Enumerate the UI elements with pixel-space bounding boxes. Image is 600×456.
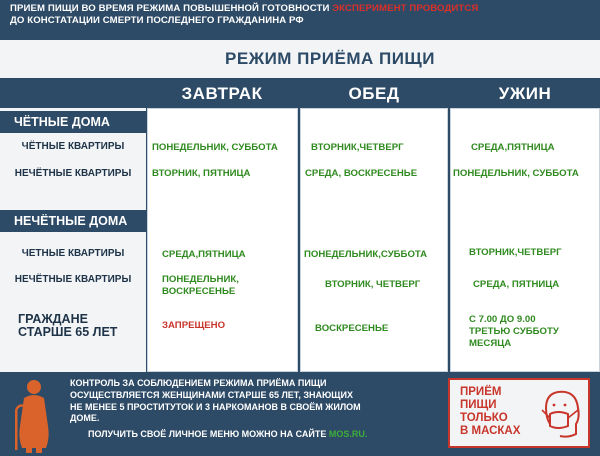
row-label-seniors-line-1: ГРАЖДАНЕ — [18, 312, 88, 326]
lunch-cell-1: ВТОРНИК,ЧЕТВЕРГ — [311, 142, 404, 153]
banner-red-text: ЭКСПЕРИМЕНТ ПРОВОДИТСЯ — [332, 3, 479, 14]
footer-menu-link-line — [88, 429, 367, 439]
dinner-cell-3: ВТОРНИК,ЧЕТВЕРГ — [469, 247, 562, 258]
banner-line-2: ДО КОНСТАТАЦИИ СМЕРТИ ПОСЛЕДНЕГО ГРАЖДАНИНА РФ — [10, 15, 304, 26]
footer-text-line-3: НЕ МЕНЕЕ 5 ПРОСТИТУТОК И 3 НАРКОМАНОВ В СВОЁМ ЖИЛОМ — [70, 401, 361, 412]
dinner-cell-seniors-line-1: С 7.00 ДО 9.00 — [469, 314, 536, 325]
title-box — [0, 40, 600, 78]
column-header-lunch: ОБЕД — [348, 84, 400, 103]
footer-link-text: ПОЛУЧИТЬ СВОЁ ЛИЧНОЕ МЕНЮ МОЖНО НА САЙТЕ — [88, 429, 327, 439]
dinner-cell-seniors-line-3: МЕСЯЦА — [469, 338, 512, 349]
column-header-dinner: УЖИН — [498, 84, 552, 103]
row-label-even-apartments-2: ЧЕТНЫЕ КВАРТИРЫ — [21, 248, 125, 259]
lunch-cell-2: СРЕДА, ВОСКРЕСЕНЬЕ — [305, 168, 418, 179]
row-label-even-apartments-1: ЧЁТНЫЕ КВАРТИРЫ — [21, 141, 125, 152]
elderly-woman-icon — [10, 376, 58, 454]
section-odd-houses: НЕЧЁТНЫЕ ДОМА — [0, 210, 146, 232]
row-label-seniors — [0, 313, 146, 339]
footer-text-line-4: ДОМЕ. — [70, 413, 100, 424]
dinner-cell-2: ПОНЕДЕЛЬНИК, СУББОТА — [453, 168, 579, 179]
dinner-cell-1: СРЕДА,ПЯТНИЦА — [471, 142, 555, 153]
row-label-odd-apartments-2: НЕЧЁТНЫЕ КВАРТИРЫ — [14, 274, 132, 285]
breakfast-cell-1: ПОНЕДЕЛЬНИК, СУББОТА — [152, 142, 278, 153]
row-label-seniors-line-2: СТАРШЕ 65 ЛЕТ — [18, 325, 118, 339]
footer-text-line-2: ОСУЩЕСТВЛЯЕТСЯ ЖЕНЩИНАМИ СТАРШЕ 65 ЛЕТ, ЗНАЮЩИХ — [70, 389, 353, 400]
dinner-cell-seniors-line-2: ТРЕТЬЮ СУББОТУ — [469, 326, 559, 337]
breakfast-cell-4-line-2: ВОСКРЕСЕНЬЕ — [162, 286, 236, 297]
footer — [0, 372, 600, 456]
row-labels-panel — [0, 108, 146, 372]
mask-badge — [448, 378, 590, 448]
breakfast-cell-4 — [162, 274, 239, 298]
lunch-cell-3: ПОНЕДЕЛЬНИК,СУББОТА — [304, 249, 428, 260]
dinner-cell-seniors — [469, 314, 559, 350]
lunch-column — [300, 108, 448, 372]
mask-badge-line-2: ПИЩИ — [460, 399, 497, 411]
column-header-breakfast: ЗАВТРАК — [181, 84, 263, 103]
banner-white-text: ПРИЕМ ПИЩИ ВО ВРЕМЯ РЕЖИМА ПОВЫШЕННОЙ ГОТОВНОСТИ — [10, 3, 330, 14]
mask-badge-text — [460, 386, 520, 438]
footer-text-line-1: КОНТРОЛЬ ЗА СОБЛЮДЕНИЕМ РЕЖИМА ПРИЁМА ПИЩИ — [70, 378, 327, 388]
site-link[interactable]: MOS.RU. — [328, 429, 368, 439]
row-label-odd-apartments-1: НЕЧЁТНЫЕ КВАРТИРЫ — [14, 168, 132, 179]
breakfast-cell-3: СРЕДА,ПЯТНИЦА — [162, 249, 246, 260]
title-bar — [0, 40, 600, 78]
dinner-column — [450, 108, 600, 372]
breakfast-cell-2: ВТОРНИК, ПЯТНИЦА — [152, 168, 251, 179]
mask-badge-line-1: ПРИЁМ — [460, 386, 502, 398]
breakfast-cell-4-line-1: ПОНЕДЕЛЬНИК, — [162, 274, 239, 285]
footer-control-text — [70, 378, 440, 425]
lunch-cell-4: ВТОРНИК, ЧЕТВЕРГ — [325, 279, 421, 290]
lunch-cell-seniors: ВОСКРЕСЕНЬЕ — [315, 323, 389, 334]
top-banner — [0, 0, 600, 40]
breakfast-column — [147, 108, 298, 372]
breakfast-cell-seniors: ЗАПРЕЩЕНО — [162, 320, 226, 331]
mask-face-icon — [538, 388, 584, 442]
dinner-cell-4: СРЕДА, ПЯТНИЦА — [473, 279, 560, 290]
page-title: РЕЖИМ ПРИЁМА ПИЩИ — [225, 49, 435, 68]
mask-badge-line-4: В МАСКАХ — [460, 425, 521, 437]
section-even-houses: ЧЁТНЫЕ ДОМА — [0, 111, 146, 133]
mask-badge-line-3: ТОЛЬКО — [460, 412, 508, 424]
